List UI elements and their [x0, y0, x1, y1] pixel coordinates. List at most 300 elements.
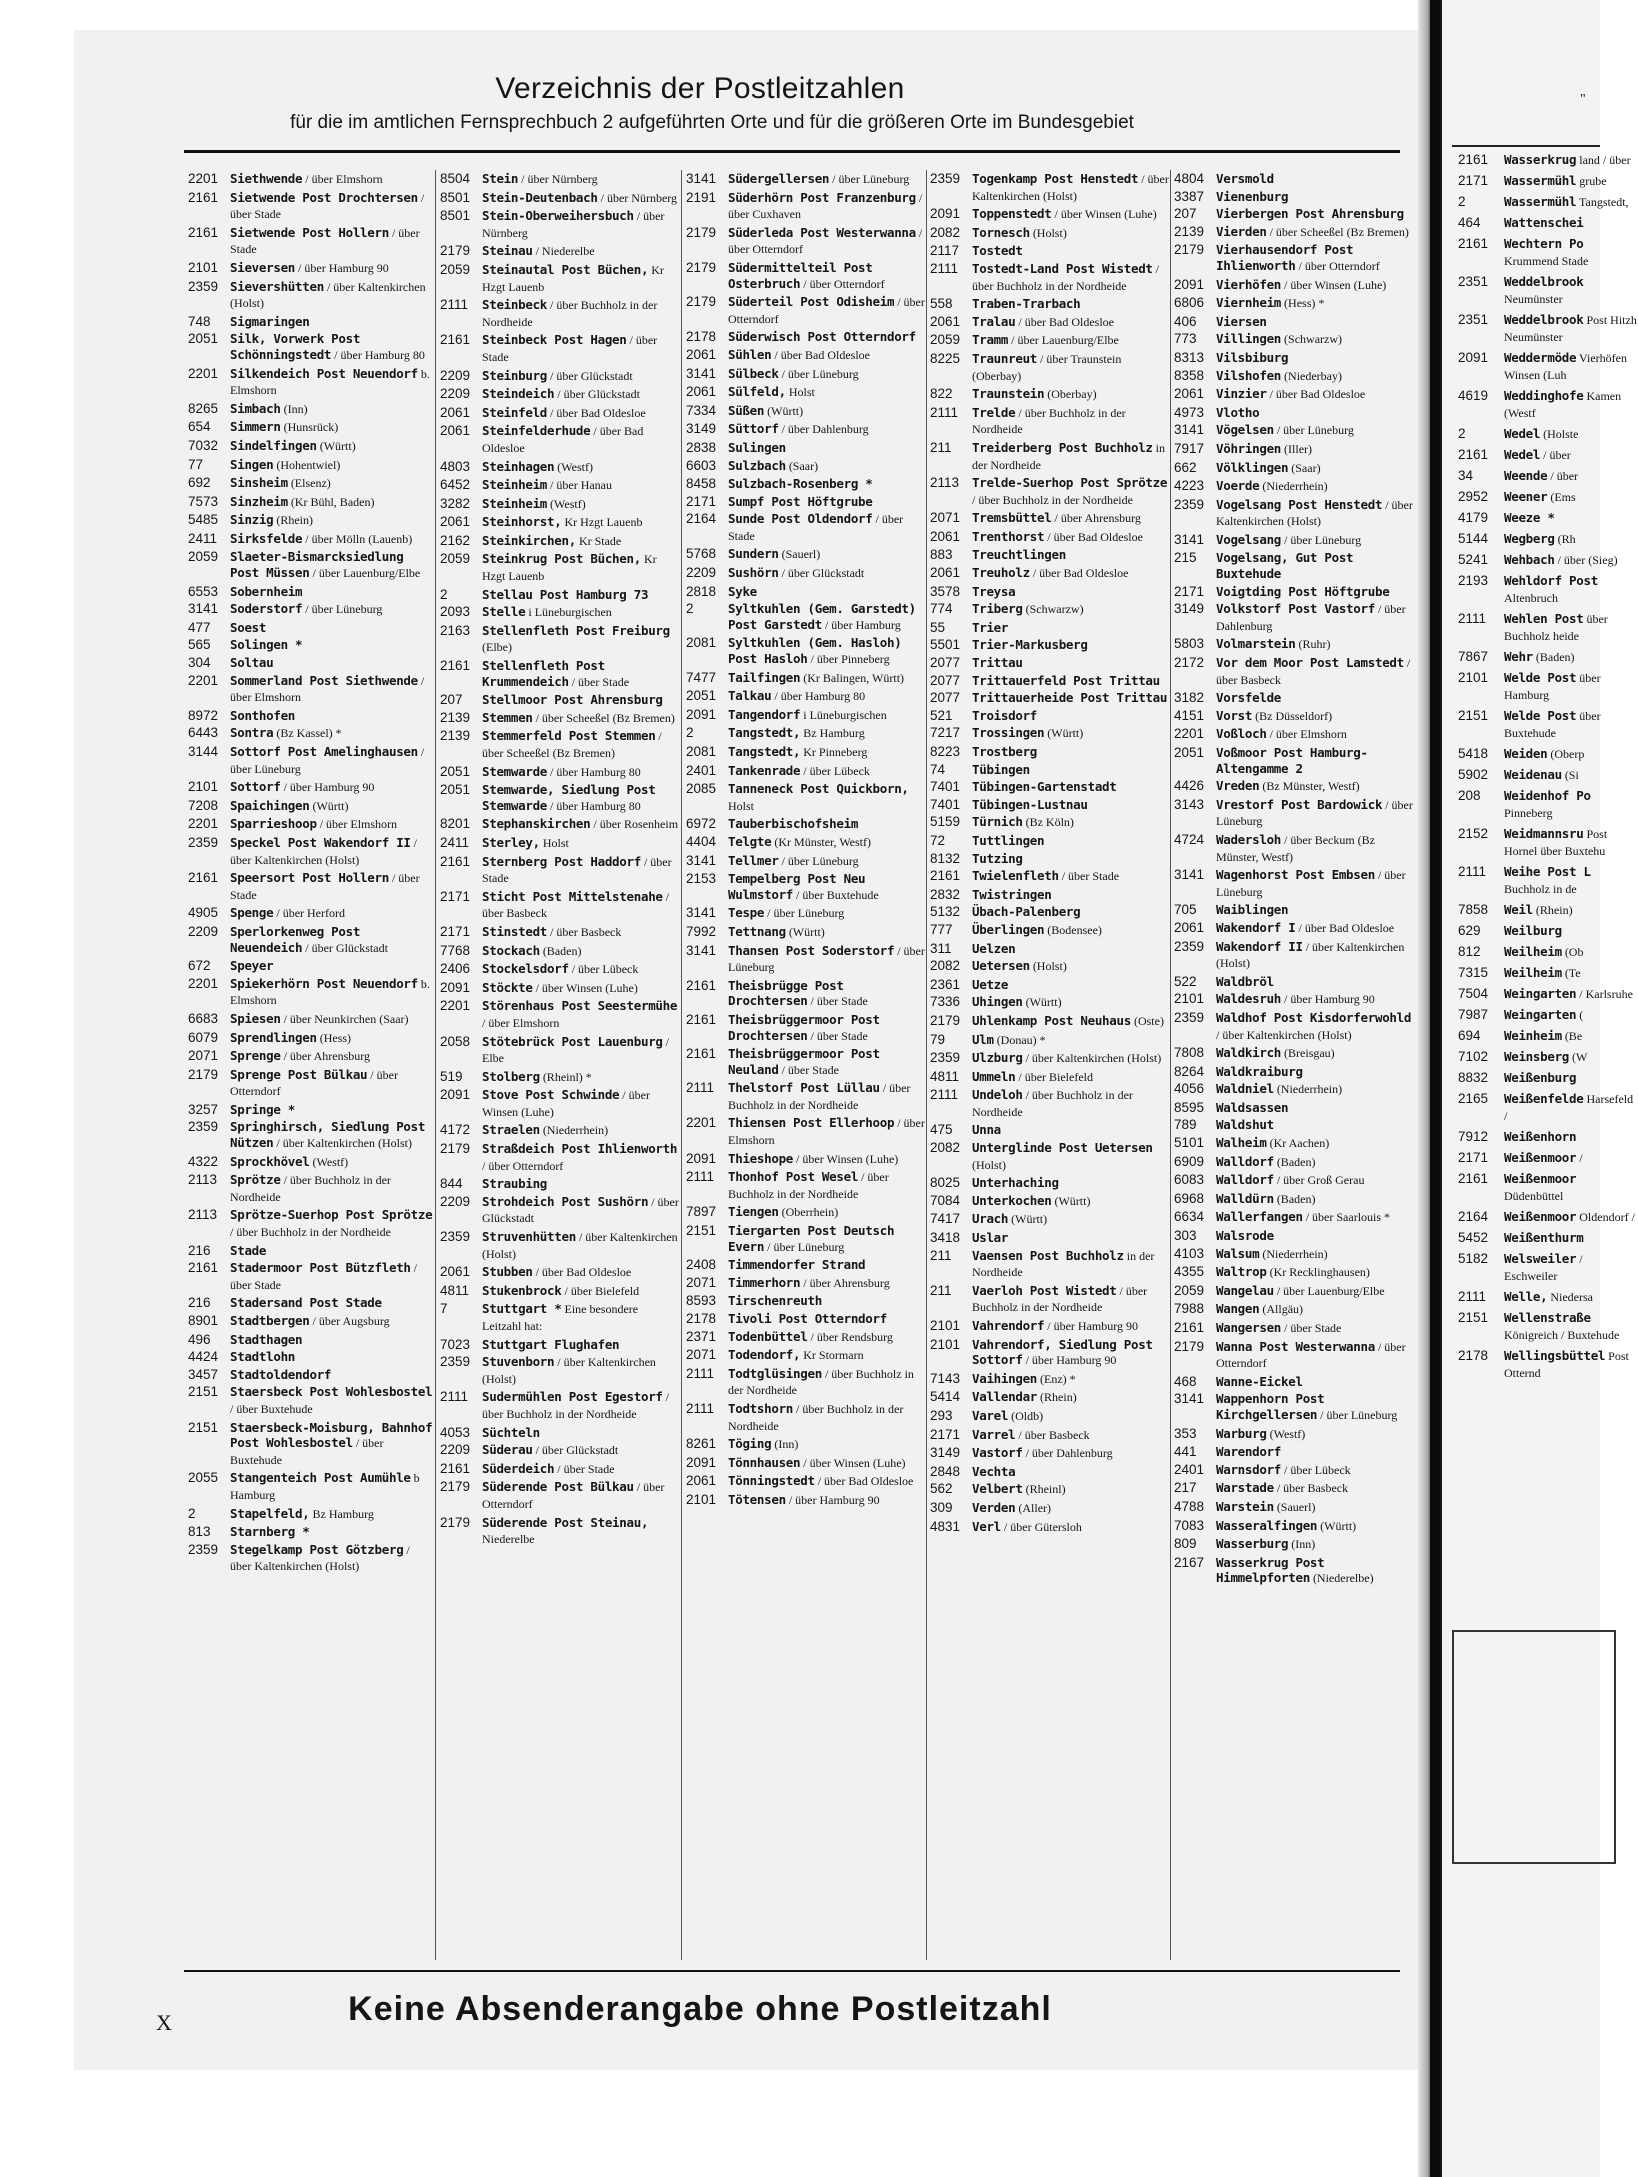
postal-code: 883	[930, 547, 953, 563]
place-note: (Saar)	[1288, 460, 1321, 475]
postal-code: 2061	[1174, 919, 1205, 935]
place-note: Kr Hzgt Lauenb	[561, 515, 643, 530]
postal-code: 5803	[1174, 636, 1205, 652]
place-entry	[230, 1260, 433, 1293]
postal-code: 5414	[930, 1389, 961, 1405]
place-entry	[230, 260, 433, 277]
place-name: Stadtlohn	[230, 1349, 296, 1365]
place-note: / über Kaltenkirchen (Holst)	[230, 835, 417, 867]
postal-code: 2051	[440, 782, 471, 798]
postal-code: 2091	[930, 206, 961, 222]
place-name: Weddermöde	[1504, 350, 1577, 365]
directory-entry	[930, 1426, 1170, 1445]
place-name: Sieversen	[230, 259, 296, 275]
place-entry	[728, 707, 926, 724]
place-entry	[1216, 939, 1414, 972]
place-name: Süderhörn Post Franzenburg	[728, 189, 916, 205]
directory-entry	[686, 870, 926, 904]
place-entry	[728, 601, 926, 633]
postal-code: 3141	[188, 601, 219, 617]
directory-entry	[1458, 1228, 1638, 1249]
place-entry	[482, 1283, 680, 1300]
postal-code: 2161	[440, 658, 471, 674]
place-note: (Oberbay)	[1044, 387, 1097, 402]
place-note: / über Hamburg 90	[1022, 1353, 1117, 1368]
directory-entry	[1458, 150, 1638, 171]
directory-entry	[188, 437, 433, 456]
directory-entry	[1458, 487, 1638, 508]
place-name: Waldbröl	[1216, 973, 1274, 989]
postal-code: 3141	[686, 905, 717, 921]
place-entry	[1504, 826, 1638, 860]
place-name: Trelde	[972, 404, 1016, 420]
place-name: Weende	[1504, 468, 1548, 483]
postal-code: 2101	[930, 1318, 961, 1333]
place-note: Düdenbüttel	[1504, 1189, 1564, 1203]
place-name: Weihe Post L	[1504, 864, 1591, 879]
place-name: Stemwarde	[482, 763, 548, 779]
place-entry	[1216, 1320, 1414, 1337]
place-name: Tremsbüttel	[972, 510, 1052, 526]
directory-entry	[1174, 777, 1414, 796]
postal-code: 773	[1174, 331, 1197, 347]
postal-code: 74	[930, 761, 946, 777]
directory-entry	[440, 960, 680, 979]
place-entry	[972, 690, 1170, 706]
place-name: Vinzier	[1216, 386, 1267, 402]
place-name: Weilburg	[1504, 923, 1562, 938]
place-name: Voßloch	[1216, 726, 1267, 742]
directory-entry	[930, 313, 1170, 332]
place-entry	[230, 314, 433, 330]
place-note: land / über	[1576, 153, 1631, 167]
place-entry	[1216, 1480, 1414, 1497]
postal-code: 2163	[440, 622, 471, 638]
directory-entry	[686, 328, 926, 346]
directory-entry	[930, 1192, 1170, 1211]
place-note: (Oldb)	[1008, 1408, 1044, 1423]
place-name: Wehr	[1504, 649, 1533, 664]
directory-entry	[1174, 600, 1414, 635]
place-note: Königreich / Buxtehude	[1504, 1328, 1620, 1342]
postal-code: 2101	[188, 259, 219, 275]
directory-entry	[188, 456, 433, 475]
place-name: Thansen Post Soderstorf	[728, 942, 895, 958]
place-note: i Lüneburgischen	[800, 707, 887, 722]
postal-code: 2201	[440, 998, 471, 1014]
directory-entry	[686, 815, 926, 833]
place-entry	[972, 1122, 1170, 1138]
directory-entry	[1458, 1169, 1638, 1207]
directory-entry	[1174, 1554, 1414, 1588]
postal-code: 2152	[1458, 826, 1489, 841]
place-name: Sindelfingen	[230, 437, 317, 453]
directory-entry	[930, 385, 1170, 404]
directory-entry	[1458, 900, 1638, 921]
place-entry	[482, 728, 680, 761]
place-note: (Württ)	[785, 924, 825, 939]
directory-entry	[930, 1174, 1170, 1192]
place-entry	[482, 1479, 680, 1512]
postal-code: 468	[1174, 1373, 1197, 1389]
place-entry	[230, 905, 433, 922]
place-entry	[482, 816, 680, 833]
place-name: Welde Post	[1504, 708, 1577, 723]
place-entry	[1504, 194, 1638, 211]
place-entry	[972, 1519, 1170, 1536]
directory-entry	[930, 1012, 1170, 1031]
postal-code: 565	[188, 637, 211, 653]
place-name: Treysa	[972, 583, 1016, 599]
place-note: (Rhein)	[1037, 1390, 1077, 1405]
place-note: / über Lüneburg	[778, 853, 859, 868]
directory-entry	[686, 224, 926, 259]
place-entry	[728, 1046, 926, 1078]
place-entry	[230, 1243, 433, 1259]
place-entry	[972, 1408, 1170, 1425]
place-note: (Bz Kassel) *	[273, 726, 342, 741]
place-entry	[482, 1229, 680, 1262]
postal-code: 7988	[1174, 1301, 1205, 1317]
place-name: Volmarstein	[1216, 636, 1296, 652]
place-name: Stuttgart Flughafen	[482, 1336, 620, 1352]
postal-code: 2952	[1458, 489, 1489, 504]
directory-entry	[686, 365, 926, 384]
place-name: Sumpf Post Höftgrube	[728, 493, 873, 509]
place-name: Thieshope	[728, 1150, 794, 1166]
place-entry	[1504, 986, 1638, 1003]
place-name: Tirschenreuth	[728, 1293, 822, 1309]
directory-entry	[188, 189, 433, 224]
directory-entry	[686, 1168, 926, 1203]
place-entry	[230, 673, 433, 706]
postal-code: 2359	[1174, 496, 1205, 512]
place-note: in der Nordheide	[972, 1248, 1155, 1280]
postal-code: 7102	[1458, 1049, 1489, 1064]
directory-entry	[686, 833, 926, 852]
place-name: Wehldorf Post	[1504, 573, 1598, 588]
place-name: Tespe	[728, 905, 765, 921]
postal-code: 2161	[440, 853, 471, 869]
directory-entry	[1174, 170, 1414, 188]
postal-code: 7032	[188, 437, 219, 453]
directory-entry	[686, 1150, 926, 1169]
postal-code: 2113	[188, 1172, 218, 1188]
directory-entry	[930, 886, 1170, 904]
directory-entry	[1174, 1245, 1414, 1264]
place-note: / über Stade	[1058, 869, 1120, 884]
postal-code: 7208	[188, 797, 219, 813]
postal-code: 2161	[188, 189, 219, 205]
place-name: Trenthorst	[972, 528, 1045, 544]
place-note: / über Hamburg 90	[295, 260, 389, 275]
place-note: Holst	[785, 385, 815, 400]
postal-code: 748	[188, 313, 211, 329]
place-note: / über Hamburg 80	[331, 347, 425, 362]
place-note: / über Basbeck	[1273, 1481, 1349, 1496]
place-entry	[1504, 1091, 1638, 1125]
directory-entry	[686, 706, 926, 725]
place-note: / über Stade	[230, 871, 420, 902]
place-note: Post Hornel über Buxtehu	[1504, 827, 1608, 858]
place-note: / über Buxtehude	[230, 1436, 384, 1467]
place-name: Weiden	[1504, 746, 1548, 761]
postal-code: 79	[930, 1031, 946, 1047]
postal-code: 4788	[1174, 1498, 1205, 1514]
place-name: Steinbeck Post Hagen	[482, 332, 627, 348]
place-note: / über Buchholz in der Nordheide	[230, 1173, 391, 1204]
place-entry	[482, 1337, 680, 1353]
postal-code: 2059	[1174, 1282, 1205, 1298]
directory-entry	[930, 1247, 1170, 1282]
place-name: Vrestorf Post Bardowick	[1216, 796, 1383, 812]
directory-entry	[1458, 272, 1638, 310]
directory-entry	[440, 657, 680, 691]
place-name: Versmold	[1216, 171, 1274, 186]
postal-code: 3457	[188, 1366, 219, 1382]
directory-entry	[1458, 571, 1638, 609]
postal-code: 4831	[930, 1518, 961, 1534]
directory-entry	[1174, 1063, 1414, 1081]
place-note: über Buchholz heide	[1504, 612, 1608, 643]
place-entry	[1504, 350, 1638, 384]
directory-entry	[686, 743, 926, 762]
place-name: Vierbergen Post Ahrensburg	[1216, 206, 1404, 222]
place-name: Stemmen	[482, 709, 533, 725]
place-note: (Württ)	[1022, 995, 1062, 1010]
place-entry	[728, 744, 926, 761]
postal-code: 3149	[930, 1445, 961, 1461]
directory-entry	[930, 619, 1170, 637]
place-entry	[1504, 1230, 1638, 1247]
directory-entry	[686, 583, 926, 601]
place-entry	[1504, 1150, 1638, 1167]
postal-code: 7083	[1174, 1517, 1205, 1533]
column-4	[930, 170, 1170, 1960]
directory-entry	[188, 975, 433, 1010]
page-subtitle: für die im amtlichen Fernsprechbuch 2 aufgeführten Orte und für die größeren Orte im Bundesgebiet	[290, 112, 1134, 133]
place-name: Wappenhorn Post Kirchgellersen	[1216, 1391, 1325, 1422]
postal-code: 216	[188, 1295, 211, 1311]
place-name: Sperlorkenweg Post Neuendeich	[230, 923, 361, 955]
postal-code: 2178	[686, 329, 717, 345]
directory-entry	[1174, 276, 1414, 295]
directory-entry	[440, 367, 680, 386]
directory-entry	[1458, 942, 1638, 963]
place-entry	[972, 547, 1170, 563]
directory-entry	[1174, 973, 1414, 991]
place-name: Süderdeich	[482, 1460, 555, 1476]
place-note: (Niederrhein)	[1273, 1082, 1343, 1097]
place-entry	[1504, 215, 1638, 232]
place-name: Viernheim	[1216, 295, 1282, 311]
place-name: Stockelsdorf	[482, 961, 569, 977]
place-note: / über Winsen (Luhe)	[800, 1455, 906, 1470]
directory-entry	[440, 1193, 680, 1228]
place-entry	[482, 1354, 680, 1387]
directory-entry	[930, 404, 1170, 439]
place-note: / über Elmshorn	[316, 817, 398, 832]
place-name: Varel	[972, 1407, 1009, 1423]
directory-entry	[1174, 725, 1414, 744]
place-entry	[1504, 902, 1638, 919]
place-name: Vierhöfen	[1216, 276, 1282, 292]
postal-code: 2406	[440, 961, 471, 977]
directory-entry	[188, 1294, 433, 1312]
place-note: (Württ)	[316, 438, 356, 453]
postal-code: 777	[930, 921, 953, 937]
place-note: / über Lüneburg	[1216, 868, 1406, 899]
postal-code: 2061	[440, 1264, 471, 1280]
place-entry	[728, 1151, 926, 1168]
place-entry	[482, 1425, 680, 1441]
directory-entry	[1174, 901, 1414, 919]
directory-entry	[686, 189, 926, 224]
place-note: / Eschweiler	[1504, 1252, 1583, 1283]
place-name: Süderau	[482, 1442, 533, 1458]
place-note: / über Buchholz in der Nordheide	[482, 298, 658, 329]
place-name: Tübingen	[972, 761, 1030, 777]
place-name: Wellingsbüttel	[1504, 1348, 1606, 1363]
postal-code: 2361	[930, 976, 961, 992]
postal-code: 353	[1174, 1425, 1197, 1441]
place-name: Vöhringen	[1216, 440, 1282, 456]
place-name: Unterglinde Post Uetersen	[972, 1140, 1153, 1156]
directory-entry	[1174, 1263, 1414, 1282]
place-entry	[972, 510, 1170, 527]
place-note: / über Hanau	[547, 478, 613, 493]
postal-code: 2117	[930, 243, 960, 259]
postal-code: 2151	[188, 1419, 219, 1435]
place-note: Niedersa	[1547, 1290, 1594, 1304]
postal-code: 2171	[1458, 173, 1489, 188]
place-name: Springe *	[230, 1101, 296, 1117]
place-name: Ummeln	[972, 1068, 1016, 1084]
postal-code: 6452	[440, 477, 471, 493]
place-entry	[728, 924, 926, 941]
place-name: Stegelkamp Post Götzberg	[230, 1541, 404, 1557]
place-entry	[1216, 405, 1414, 421]
place-name: Soltau	[230, 655, 274, 671]
postal-code: 2113	[188, 1207, 218, 1223]
place-name: Stellau Post Hamburg 73	[482, 586, 649, 602]
place-name: Tangstedt,	[728, 744, 801, 759]
place-name: Vaerloh Post Wistedt	[972, 1282, 1117, 1298]
place-name: Tönnhausen	[728, 1454, 801, 1470]
place-note: / über Ahrensburg	[280, 1049, 371, 1064]
directory-entry	[1458, 1308, 1638, 1346]
place-entry	[230, 637, 433, 653]
place-note: / über Buchholz in der Nordheide	[728, 1366, 914, 1398]
place-name: Syltkuhlen (Gem. Hasloh) Post Hasloh	[728, 635, 902, 667]
directory-entry	[1458, 921, 1638, 942]
postal-code: 2151	[686, 1223, 717, 1239]
place-entry	[230, 190, 433, 223]
adjacent-page-mark: "	[1580, 92, 1586, 107]
place-entry	[972, 994, 1170, 1011]
place-entry	[972, 1445, 1170, 1462]
postal-code: 2139	[440, 728, 471, 744]
postal-code: 6553	[188, 583, 219, 599]
place-name: Ulzburg	[972, 1050, 1023, 1066]
postal-code: 2051	[440, 763, 471, 779]
place-note: / über Hamburg 80	[547, 764, 641, 779]
place-name: Sudermühlen Post Egestorf	[482, 1389, 663, 1405]
place-entry	[972, 1140, 1170, 1173]
postal-code: 2209	[440, 386, 471, 402]
place-note: (Baden)	[1532, 650, 1575, 664]
directory-entry	[1174, 1479, 1414, 1498]
place-name: Weddelbrook	[1504, 274, 1584, 289]
place-entry	[972, 405, 1170, 438]
place-note: (Niederrhein)	[1259, 479, 1328, 494]
place-note: (Sauerl)	[778, 547, 821, 562]
postal-code: 5485	[188, 512, 219, 528]
place-name: Sietwende Post Drochtersen	[230, 189, 418, 205]
postal-code: 5159	[930, 814, 961, 830]
place-note: (Oberp	[1547, 747, 1585, 761]
place-entry	[482, 496, 680, 513]
place-note: / über Otterndorf	[1216, 1339, 1406, 1371]
place-entry	[1216, 350, 1414, 366]
postal-code: 521	[930, 707, 953, 723]
directory-entry	[930, 1463, 1170, 1481]
place-entry	[230, 835, 433, 868]
place-entry	[972, 977, 1170, 993]
postal-code: 2	[686, 725, 694, 741]
directory-entry	[1174, 404, 1414, 422]
directory-entry	[930, 564, 1170, 583]
place-name: Steinbeck	[482, 297, 548, 313]
postal-code: 55	[930, 619, 946, 635]
place-entry	[972, 314, 1170, 331]
postal-code: 2171	[440, 923, 471, 939]
place-name: Tauberbischofsheim	[728, 816, 859, 832]
directory-entry	[1458, 1346, 1638, 1384]
place-name: Weidenau	[1504, 767, 1562, 782]
place-entry	[482, 980, 680, 997]
directory-entry	[440, 385, 680, 404]
postal-code: 8264	[1174, 1063, 1205, 1079]
place-name: Tübingen-Gartenstadt	[972, 779, 1117, 795]
place-note: (Oberrhein)	[778, 1205, 839, 1220]
place-note: (Allgäu)	[1259, 1302, 1304, 1317]
place-entry	[1216, 867, 1414, 900]
place-entry	[972, 922, 1170, 939]
directory-entry	[930, 1336, 1170, 1370]
place-note: / über Lüneburg	[1273, 423, 1354, 438]
place-note: Oldendorf /	[1576, 1210, 1635, 1224]
postal-code: 2411	[440, 834, 470, 850]
postal-code: 2209	[440, 1193, 471, 1209]
place-entry	[972, 887, 1170, 903]
place-note: / über Elmshorn	[302, 172, 383, 186]
place-note: / über Buchholz in der Nordheide	[972, 1283, 1148, 1315]
postal-code: 822	[930, 386, 953, 402]
directory-entry	[440, 781, 680, 815]
place-note: / über Otterndorf	[1295, 258, 1380, 273]
place-entry	[1216, 832, 1414, 865]
place-entry	[728, 1275, 926, 1292]
place-entry	[1216, 422, 1414, 439]
directory-entry	[188, 1331, 433, 1349]
place-entry	[1216, 745, 1414, 776]
postal-code: 2171	[440, 888, 471, 904]
place-name: Spaichingen	[230, 797, 310, 813]
directory-entry	[686, 1114, 926, 1149]
place-entry	[1504, 1049, 1638, 1066]
place-entry	[230, 779, 433, 796]
